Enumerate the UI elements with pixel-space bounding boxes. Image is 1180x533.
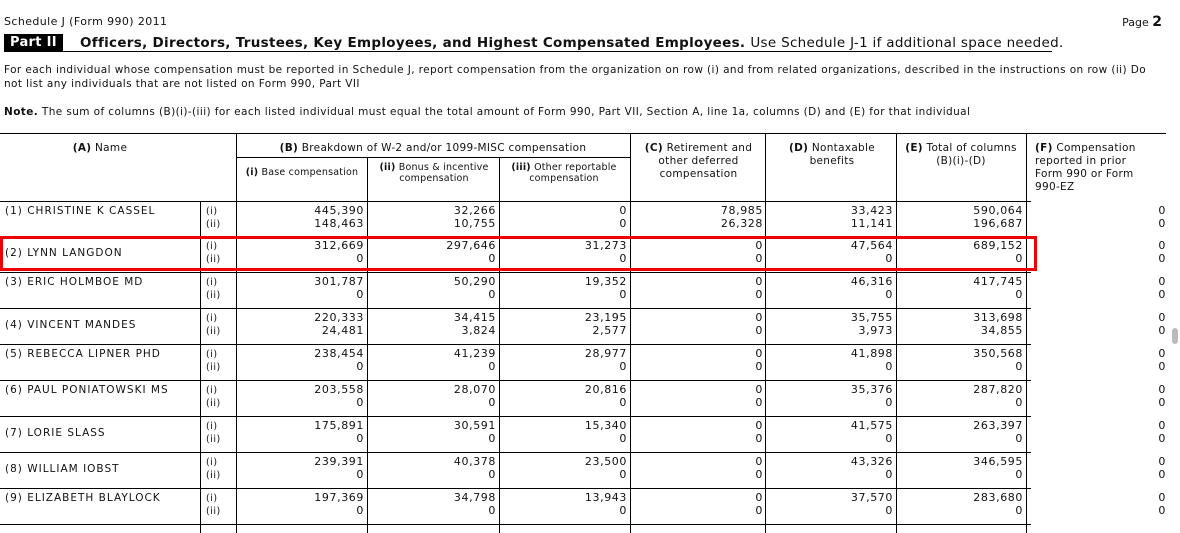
- cell-d-i: 35,376: [850, 383, 893, 396]
- person-name: (2) LYNN LANGDON: [5, 247, 123, 259]
- cell-c-ii: 0: [755, 504, 763, 517]
- cell-f-ii: 0: [1158, 252, 1166, 265]
- row-separator: [0, 308, 1031, 309]
- col-c-header: (C) Retirement and other deferred compensation: [644, 142, 753, 180]
- cell-f-i: 0: [1158, 239, 1166, 252]
- person-name: (8) WILLIAM IOBST: [5, 463, 120, 475]
- cell-b3-ii: 0: [619, 288, 627, 301]
- cell-d-i: 41,898: [850, 347, 893, 360]
- cell-b1-ii: 0: [356, 468, 364, 481]
- cell-f-i: 0: [1158, 455, 1166, 468]
- row-separator: [0, 380, 1031, 381]
- cell-f-ii: 0: [1158, 432, 1166, 445]
- col-a-header: (A) Name: [72, 142, 128, 154]
- col-b1-header: (i) Base compensation: [245, 167, 359, 178]
- page-number: 2: [1152, 14, 1162, 30]
- cell-d-ii: 11,141: [850, 217, 893, 230]
- row-label-ii: (ii): [206, 326, 221, 337]
- cell-d-i: 43,326: [850, 455, 893, 468]
- cell-f-ii: 0: [1158, 324, 1166, 337]
- page-label: [1122, 14, 1162, 30]
- cell-b3-i: 20,816: [584, 383, 627, 396]
- c-right-rule: [765, 133, 766, 533]
- cell-e-ii: 0: [1015, 396, 1023, 409]
- cell-d-i: 37,570: [850, 491, 893, 504]
- cell-b1-i: 203,558: [314, 383, 364, 396]
- cell-c-i: 0: [755, 311, 763, 324]
- cell-c-i: 0: [755, 383, 763, 396]
- cell-b1-ii: 0: [356, 504, 364, 517]
- cell-d-i: 46,316: [850, 275, 893, 288]
- cell-e-ii: 196,687: [973, 217, 1023, 230]
- cell-e-i: 350,568: [973, 347, 1023, 360]
- cell-c-i: 0: [755, 491, 763, 504]
- cell-d-i: 35,755: [850, 311, 893, 324]
- cell-b2-ii: 0: [488, 252, 496, 265]
- cell-b2-ii: 3,824: [461, 324, 496, 337]
- cell-b3-i: 28,977: [584, 347, 627, 360]
- scrollbar-thumb[interactable]: [1172, 328, 1178, 344]
- cell-d-i: 47,564: [850, 239, 893, 252]
- b-left-rule: [236, 133, 237, 533]
- cell-c-i: 0: [755, 239, 763, 252]
- cell-e-i: 287,820: [973, 383, 1023, 396]
- cell-b2-ii: 0: [488, 504, 496, 517]
- cell-b2-ii: 10,755: [453, 217, 496, 230]
- row-label-ii: (ii): [206, 434, 221, 445]
- cell-d-ii: 3,973: [858, 324, 893, 337]
- cell-b2-ii: 0: [488, 360, 496, 373]
- cell-c-ii: 0: [755, 252, 763, 265]
- cell-e-i: 346,595: [973, 455, 1023, 468]
- cell-c-ii: 0: [755, 324, 763, 337]
- cell-b2-i: 32,266: [453, 204, 496, 217]
- cell-f-ii: 0: [1158, 468, 1166, 481]
- row-separator: [0, 272, 1031, 273]
- cell-c-i: 0: [755, 455, 763, 468]
- cell-c-ii: 0: [755, 396, 763, 409]
- cell-f-ii: 0: [1158, 396, 1166, 409]
- row-label-ii: (ii): [206, 219, 221, 230]
- row-label-ii: (ii): [206, 506, 221, 517]
- row-label-i: (i): [206, 313, 218, 324]
- cell-c-i: 0: [755, 275, 763, 288]
- cell-c-ii: 26,328: [720, 217, 763, 230]
- cell-b2-i: 40,378: [453, 455, 496, 468]
- cell-b3-i: 23,500: [584, 455, 627, 468]
- cell-c-ii: 0: [755, 360, 763, 373]
- cell-b2-ii: 0: [488, 288, 496, 301]
- cell-b2-i: 297,646: [446, 239, 496, 252]
- cell-e-ii: 0: [1015, 360, 1023, 373]
- note-label: Note.: [4, 106, 39, 118]
- header-bottom-rule: [0, 201, 1031, 202]
- row-label-i: (i): [206, 349, 218, 360]
- cell-f-i: 0: [1158, 275, 1166, 288]
- cell-f-ii: 0: [1158, 217, 1166, 230]
- cell-b3-i: 15,340: [584, 419, 627, 432]
- cell-d-ii: 0: [885, 360, 893, 373]
- cell-e-i: 689,152: [973, 239, 1023, 252]
- d-right-rule: [896, 133, 897, 533]
- col-d-header: (D) Nontaxable benefits: [788, 142, 876, 167]
- col-f-header: (F) Compensation reported in prior Form 990 or Form 990-EZ: [1035, 142, 1136, 193]
- cell-b2-ii: 0: [488, 396, 496, 409]
- cell-b1-ii: 0: [356, 396, 364, 409]
- cell-f-i: 0: [1158, 383, 1166, 396]
- part-title-text: Officers, Directors, Trustees, Key Employees, and Highest Compensated Employees.: [80, 35, 746, 51]
- cell-c-ii: 0: [755, 288, 763, 301]
- cell-f-ii: 0: [1158, 288, 1166, 301]
- cell-e-ii: 0: [1015, 468, 1023, 481]
- row-separator: [0, 416, 1031, 417]
- cell-b1-i: 197,369: [314, 491, 364, 504]
- part-title-suffix: Use Schedule J-1 if additional space needed.: [750, 35, 1064, 51]
- person-name: (4) VINCENT MANDES: [5, 319, 137, 331]
- person-name: (6) PAUL PONIATOWSKI MS: [5, 384, 169, 396]
- col-b3-header: (iii) Other reportable compensation: [511, 162, 617, 184]
- cell-b1-i: 312,669: [314, 239, 364, 252]
- cell-c-i: 0: [755, 347, 763, 360]
- cell-c-ii: 0: [755, 432, 763, 445]
- cell-b3-ii: 2,577: [592, 324, 627, 337]
- cell-d-ii: 0: [885, 288, 893, 301]
- form-id: Schedule J (Form 990) 2011: [4, 15, 168, 28]
- cell-b3-i: 13,943: [584, 491, 627, 504]
- cell-b1-ii: 24,481: [321, 324, 364, 337]
- cell-b3-ii: 0: [619, 252, 627, 265]
- row-separator: [0, 524, 1031, 525]
- cell-e-i: 590,064: [973, 204, 1023, 217]
- cell-b2-ii: 0: [488, 468, 496, 481]
- cell-b2-i: 50,290: [453, 275, 496, 288]
- cell-b3-ii: 0: [619, 432, 627, 445]
- cell-e-ii: 0: [1015, 504, 1023, 517]
- row-label-i: (i): [206, 206, 218, 217]
- row-label-ii: (ii): [206, 362, 221, 373]
- cell-c-i: 78,985: [720, 204, 763, 217]
- row-label-ii: (ii): [206, 398, 221, 409]
- cell-b3-i: 23,195: [584, 311, 627, 324]
- col-e-header: (E) Total of columns (B)(i)-(D): [905, 142, 1017, 167]
- cell-d-ii: 0: [885, 252, 893, 265]
- row-separator: [0, 452, 1031, 453]
- cell-d-ii: 0: [885, 432, 893, 445]
- cell-d-ii: 0: [885, 468, 893, 481]
- cell-f-i: 0: [1158, 491, 1166, 504]
- cell-b2-i: 41,239: [453, 347, 496, 360]
- cell-f-ii: 0: [1158, 504, 1166, 517]
- row-label-ii: (ii): [206, 290, 221, 301]
- b-subheader-rule: [236, 157, 630, 158]
- cell-e-i: 263,397: [973, 419, 1023, 432]
- row-label-i: (i): [206, 241, 218, 252]
- cell-b1-ii: 148,463: [314, 217, 364, 230]
- cell-d-i: 33,423: [850, 204, 893, 217]
- part-badge: Part II: [4, 34, 63, 51]
- cell-e-ii: 0: [1015, 432, 1023, 445]
- row-label-i: (i): [206, 421, 218, 432]
- cell-e-ii: 0: [1015, 252, 1023, 265]
- cell-b1-i: 220,333: [314, 311, 364, 324]
- row-label-i: (i): [206, 277, 218, 288]
- cell-b2-i: 28,070: [453, 383, 496, 396]
- cell-d-ii: 0: [885, 504, 893, 517]
- note-text: The sum of columns (B)(i)-(iii) for each listed individual must equal the total amount of Form 990, Part VII, Section A, line 1a, columns (D) and (E) for that individual: [41, 106, 971, 118]
- b1-right-rule: [367, 157, 368, 533]
- table-top-rule: [0, 133, 1166, 134]
- person-name: (1) CHRISTINE K CASSEL: [5, 205, 156, 217]
- page-prefix: Page: [1122, 16, 1149, 29]
- person-name: (7) LORIE SLASS: [5, 427, 106, 439]
- col-b2-header: (ii) Bonus & incentive compensation: [379, 162, 489, 184]
- part-title: [80, 35, 1064, 51]
- cell-b3-ii: 0: [619, 396, 627, 409]
- cell-d-i: 41,575: [850, 419, 893, 432]
- cell-b3-ii: 0: [619, 360, 627, 373]
- row-separator: [0, 488, 1031, 489]
- cell-f-i: 0: [1158, 347, 1166, 360]
- cell-b2-ii: 0: [488, 432, 496, 445]
- part-heading: [4, 34, 1064, 52]
- cell-b3-ii: 0: [619, 217, 627, 230]
- cell-b3-i: 19,352: [584, 275, 627, 288]
- cell-b1-i: 238,454: [314, 347, 364, 360]
- cell-b1-i: 239,391: [314, 455, 364, 468]
- b2-right-rule: [499, 157, 500, 533]
- cell-b1-ii: 0: [356, 288, 364, 301]
- person-name: (5) REBECCA LIPNER PHD: [5, 348, 161, 360]
- person-name: (9) ELIZABETH BLAYLOCK: [5, 492, 161, 504]
- instructions: For each individual whose compensation must be reported in Schedule J, report compensation from the organization on row (i) and from related organizations, described in the instructions on row (ii) Do not list any individuals that are not listed on Form 990, Part VII: [4, 64, 1147, 90]
- row-label-i: (i): [206, 457, 218, 468]
- row-label-ii: (ii): [206, 470, 221, 481]
- cell-b1-i: 301,787: [314, 275, 364, 288]
- highlight-box: [0, 236, 1037, 271]
- person-name: (3) ERIC HOLMBOE MD: [5, 276, 144, 288]
- cell-e-i: 313,698: [973, 311, 1023, 324]
- b-right-rule: [630, 133, 631, 533]
- cell-b2-i: 30,591: [453, 419, 496, 432]
- cell-b1-i: 445,390: [314, 204, 364, 217]
- cell-e-i: 417,745: [973, 275, 1023, 288]
- cell-b1-ii: 0: [356, 360, 364, 373]
- col-b-header: (B) Breakdown of W-2 and/or 1099-MISC compensation: [279, 142, 587, 154]
- note: [4, 106, 970, 118]
- cell-f-i: 0: [1158, 204, 1166, 217]
- e-right-rule: [1026, 133, 1027, 533]
- cell-e-ii: 0: [1015, 288, 1023, 301]
- cell-e-i: 283,680: [973, 491, 1023, 504]
- cell-b3-ii: 0: [619, 504, 627, 517]
- cell-b2-i: 34,415: [453, 311, 496, 324]
- cell-f-i: 0: [1158, 419, 1166, 432]
- row-label-ii: (ii): [206, 254, 221, 265]
- cell-b1-i: 175,891: [314, 419, 364, 432]
- cell-c-i: 0: [755, 419, 763, 432]
- cell-f-ii: 0: [1158, 360, 1166, 373]
- cell-d-ii: 0: [885, 396, 893, 409]
- cell-f-i: 0: [1158, 311, 1166, 324]
- cell-b3-i: 0: [619, 204, 627, 217]
- cell-b1-ii: 0: [356, 252, 364, 265]
- cell-b2-i: 34,798: [453, 491, 496, 504]
- cell-c-ii: 0: [755, 468, 763, 481]
- cell-b3-i: 31,273: [584, 239, 627, 252]
- row-label-i: (i): [206, 385, 218, 396]
- cell-b3-ii: 0: [619, 468, 627, 481]
- row-separator: [0, 344, 1031, 345]
- cell-b1-ii: 0: [356, 432, 364, 445]
- row-label-i: (i): [206, 493, 218, 504]
- cell-e-ii: 34,855: [980, 324, 1023, 337]
